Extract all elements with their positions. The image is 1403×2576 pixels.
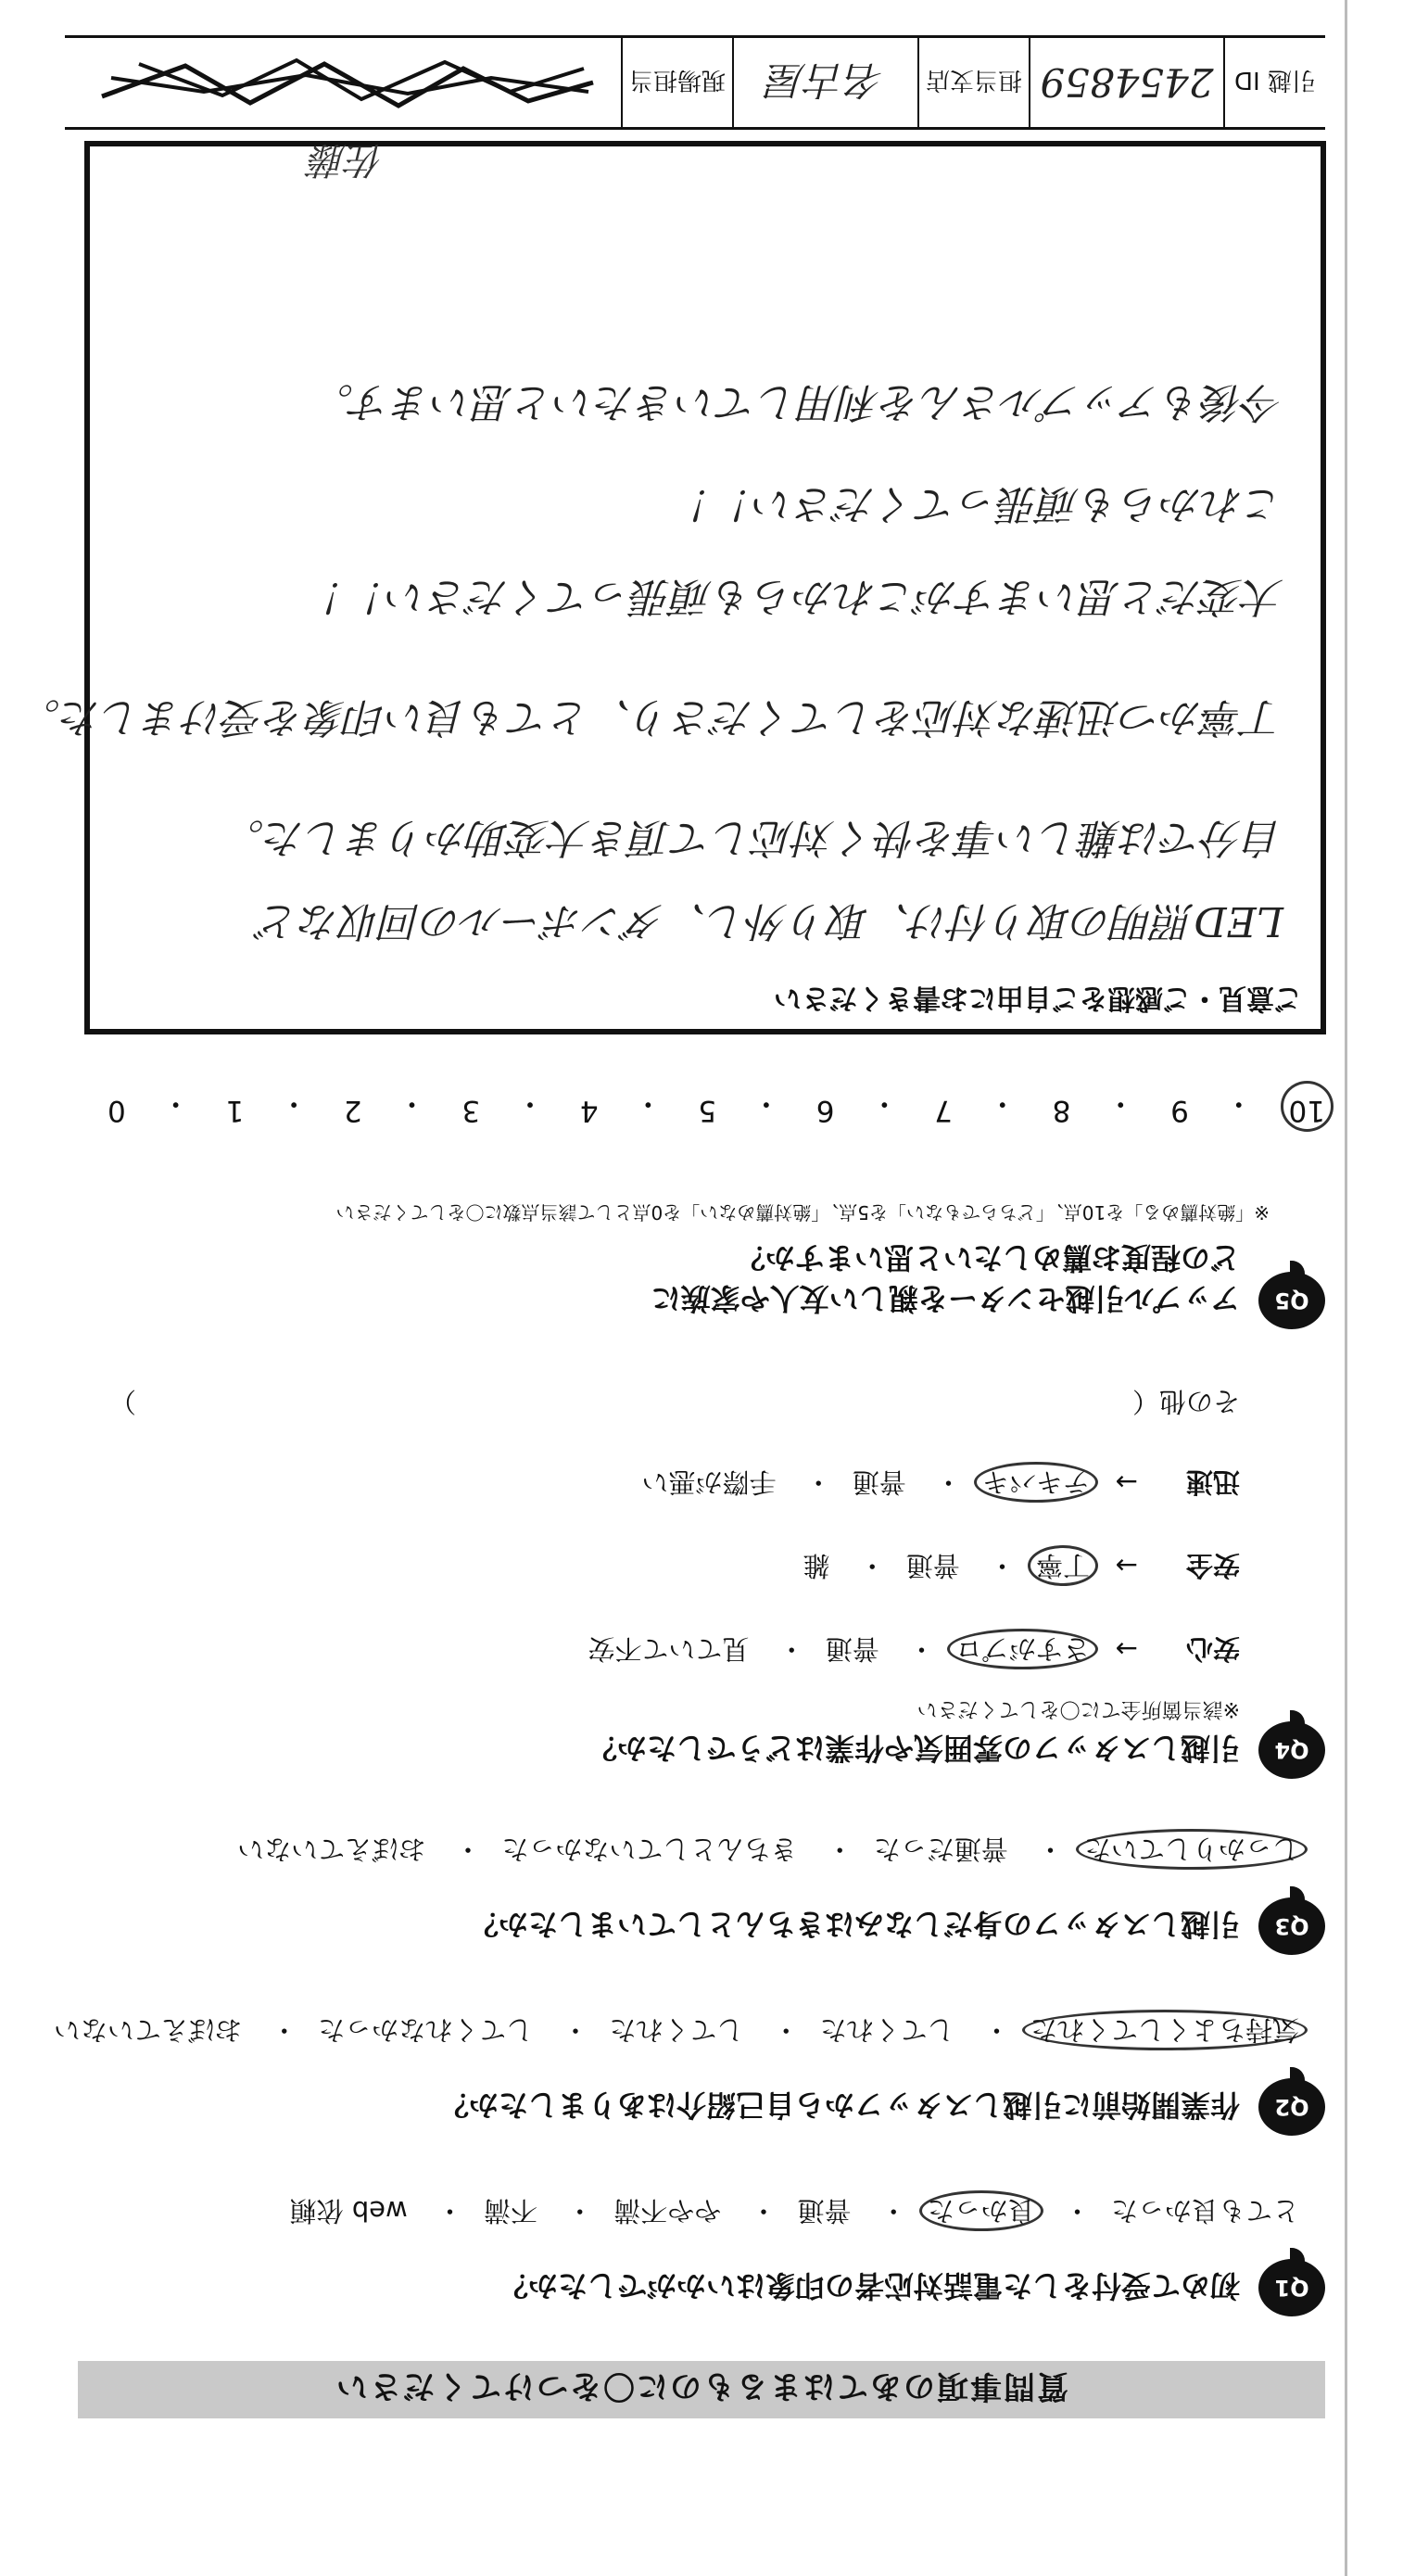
scale-option[interactable]: 7 [934, 1094, 953, 1127]
q4-option[interactable]: 普通 [905, 1550, 960, 1581]
question-1 [46, 2168, 1325, 2316]
question-5 [46, 1144, 1325, 1329]
scale-option[interactable]: 5 [698, 1094, 717, 1127]
question-4 [46, 1386, 1325, 1779]
q4-jinsoku-selected[interactable]: テキパキ [974, 1462, 1098, 1503]
scale-option[interactable]: 2 [343, 1094, 362, 1127]
q4-option[interactable]: 手際が悪い [641, 1466, 777, 1498]
scale-option-selected[interactable]: 10 [1281, 1081, 1333, 1132]
q4-option[interactable]: 雑 [803, 1550, 830, 1581]
branch-label: 担当支店 [917, 38, 1029, 127]
q3-options: しっかりしていた・ 普通だった・ きちんとしていなかった・ おぼえていない [237, 1832, 1299, 1870]
comment-line: 自分では難しい事を快く対応して頂き大変助かりました。 [223, 814, 1283, 861]
q5-text: アップル引越センターを親しい友人や家族に [651, 1281, 1240, 1316]
scale-option[interactable]: 3 [461, 1094, 481, 1127]
scale-option[interactable]: 9 [1170, 1094, 1189, 1127]
branch-value: 名古屋 [732, 38, 917, 127]
q4-option[interactable]: 普通 [825, 1633, 879, 1665]
q1-options: とても良かった・ 良かった・ 普通・ やや不満・ 不満・ web 依頼 [290, 2193, 1299, 2231]
comment-line: LED照明の取り付け、取り外し、ダンボールの回収など [258, 897, 1283, 945]
comment-line: これからも頑張ってください！！ [672, 480, 1283, 527]
q3-option[interactable]: 普通だった [873, 1834, 1008, 1865]
q4-row-jinsoku: 迅速→ テキパキ・ 普通・ 手際が悪い [642, 1465, 1240, 1503]
q4-row-anshin: 安心→ さすがプロ・ 普通・ 見ていて不安 [588, 1631, 1240, 1669]
q5-note: ※「絶対薦める」を10点、「どちらでもない」を5点、「絶対薦めない」を0点として該当点数に〇をしてください [335, 1201, 1270, 1224]
q3-option[interactable]: きちんとしていなかった [501, 1834, 798, 1865]
q3-option-selected[interactable]: しっかりしていた [1076, 1829, 1308, 1870]
q4-note: ※該当箇所全てに〇をしてください [916, 1697, 1240, 1720]
scale-option[interactable]: 0 [107, 1094, 126, 1127]
comment-line: 大変だと思いますがこれからも頑張ってください！！ [305, 573, 1283, 620]
q3-text: 引越しスタッフの身だしなみはきちんとしていましたか？ [468, 1907, 1240, 1942]
q1-option-selected[interactable]: 良かった [919, 2190, 1043, 2231]
q1-option[interactable]: 普通 [797, 2195, 852, 2227]
q4-option[interactable]: 普通 [852, 1466, 906, 1498]
staff-value [65, 38, 621, 127]
q2-option[interactable]: してくれた [819, 2014, 954, 2046]
id-row [65, 35, 1325, 130]
q3-option[interactable]: おぼえていない [237, 1834, 426, 1865]
comment-title: ご意見・ご感想をご自由にお書きください [774, 982, 1302, 1014]
q1-option[interactable]: やや不満 [613, 2195, 722, 2227]
q2-option-selected[interactable]: 気持ちよくしてくれた [1022, 2010, 1308, 2050]
q2-text: 作業開始前に引越しスタッフから自己紹介はありましたか？ [438, 2087, 1240, 2123]
recommend-scale: 10 ・ 9 ・ 8 ・ 7 ・ 6 ・ 5 ・ 4 ・ 3 ・ 2 ・ 1 ・ 0 [107, 1085, 1325, 1127]
comment-box[interactable] [19, 141, 1326, 1034]
scale-option[interactable]: 6 [815, 1094, 835, 1127]
q2-options: 気持ちよくしてくれた・ してくれた・ してくれた・ してくれなかった・ おぼえていない [54, 2012, 1299, 2050]
q1-badge: Q1 [1258, 2259, 1325, 2316]
q1-option[interactable]: とても良かった [1110, 2195, 1299, 2227]
scale-option[interactable]: 8 [1052, 1094, 1071, 1127]
comment-line: 今後もアップルさんを利用していきたいと思います。 [312, 378, 1283, 425]
q1-option[interactable]: web 依頼 [289, 2195, 408, 2227]
q5-text-2: どの程度お薦めしたいと思いますか？ [735, 1240, 1240, 1275]
id-value: 2454859 [1029, 38, 1223, 127]
q2-option[interactable]: してくれなかった [318, 2014, 534, 2046]
instruction-banner: 質問事項のあてはまるものに〇をつけてください [78, 2361, 1325, 2418]
q2-badge: Q2 [1258, 2078, 1325, 2136]
staff-label: 現場担当 [621, 38, 732, 127]
page-edge [1345, 0, 1347, 2576]
scale-option[interactable]: 4 [579, 1094, 599, 1127]
scale-option[interactable]: 1 [225, 1094, 245, 1127]
q1-text: 初めて受付をした電話対応者の印象はいかがでしたか？ [498, 2268, 1240, 2303]
handwritten-name: 佐藤 [310, 138, 384, 181]
id-label: 引越 ID [1223, 38, 1325, 127]
q2-option[interactable]: してくれた [609, 2014, 744, 2046]
q4-badge: Q4 [1258, 1721, 1325, 1779]
q4-anzen-selected[interactable]: 丁寧 [1028, 1545, 1098, 1586]
comment-line: 丁寧かつ迅速な対応をしてくださり、とても良い印象を受けました。 [19, 693, 1283, 741]
q1-option[interactable]: 不満 [483, 2195, 537, 2227]
scribble-icon [83, 45, 602, 120]
q4-anshin-selected[interactable]: さすがプロ [947, 1629, 1098, 1669]
q4-option[interactable]: 見ていて不安 [588, 1633, 750, 1665]
q2-option[interactable]: おぼえていない [53, 2014, 242, 2046]
q4-text: 引越しスタッフの雰囲気や作業はどうでしたか？ [587, 1731, 1240, 1766]
q5-badge: Q5 [1258, 1272, 1325, 1329]
question-3 [46, 1807, 1325, 1955]
q4-row-anzen: 安全→ 丁寧・ 普通・ 雑 [803, 1548, 1240, 1586]
question-2 [46, 1987, 1325, 2136]
q3-badge: Q3 [1258, 1897, 1325, 1955]
q4-other[interactable]: その他（ ） [109, 1386, 1240, 1417]
